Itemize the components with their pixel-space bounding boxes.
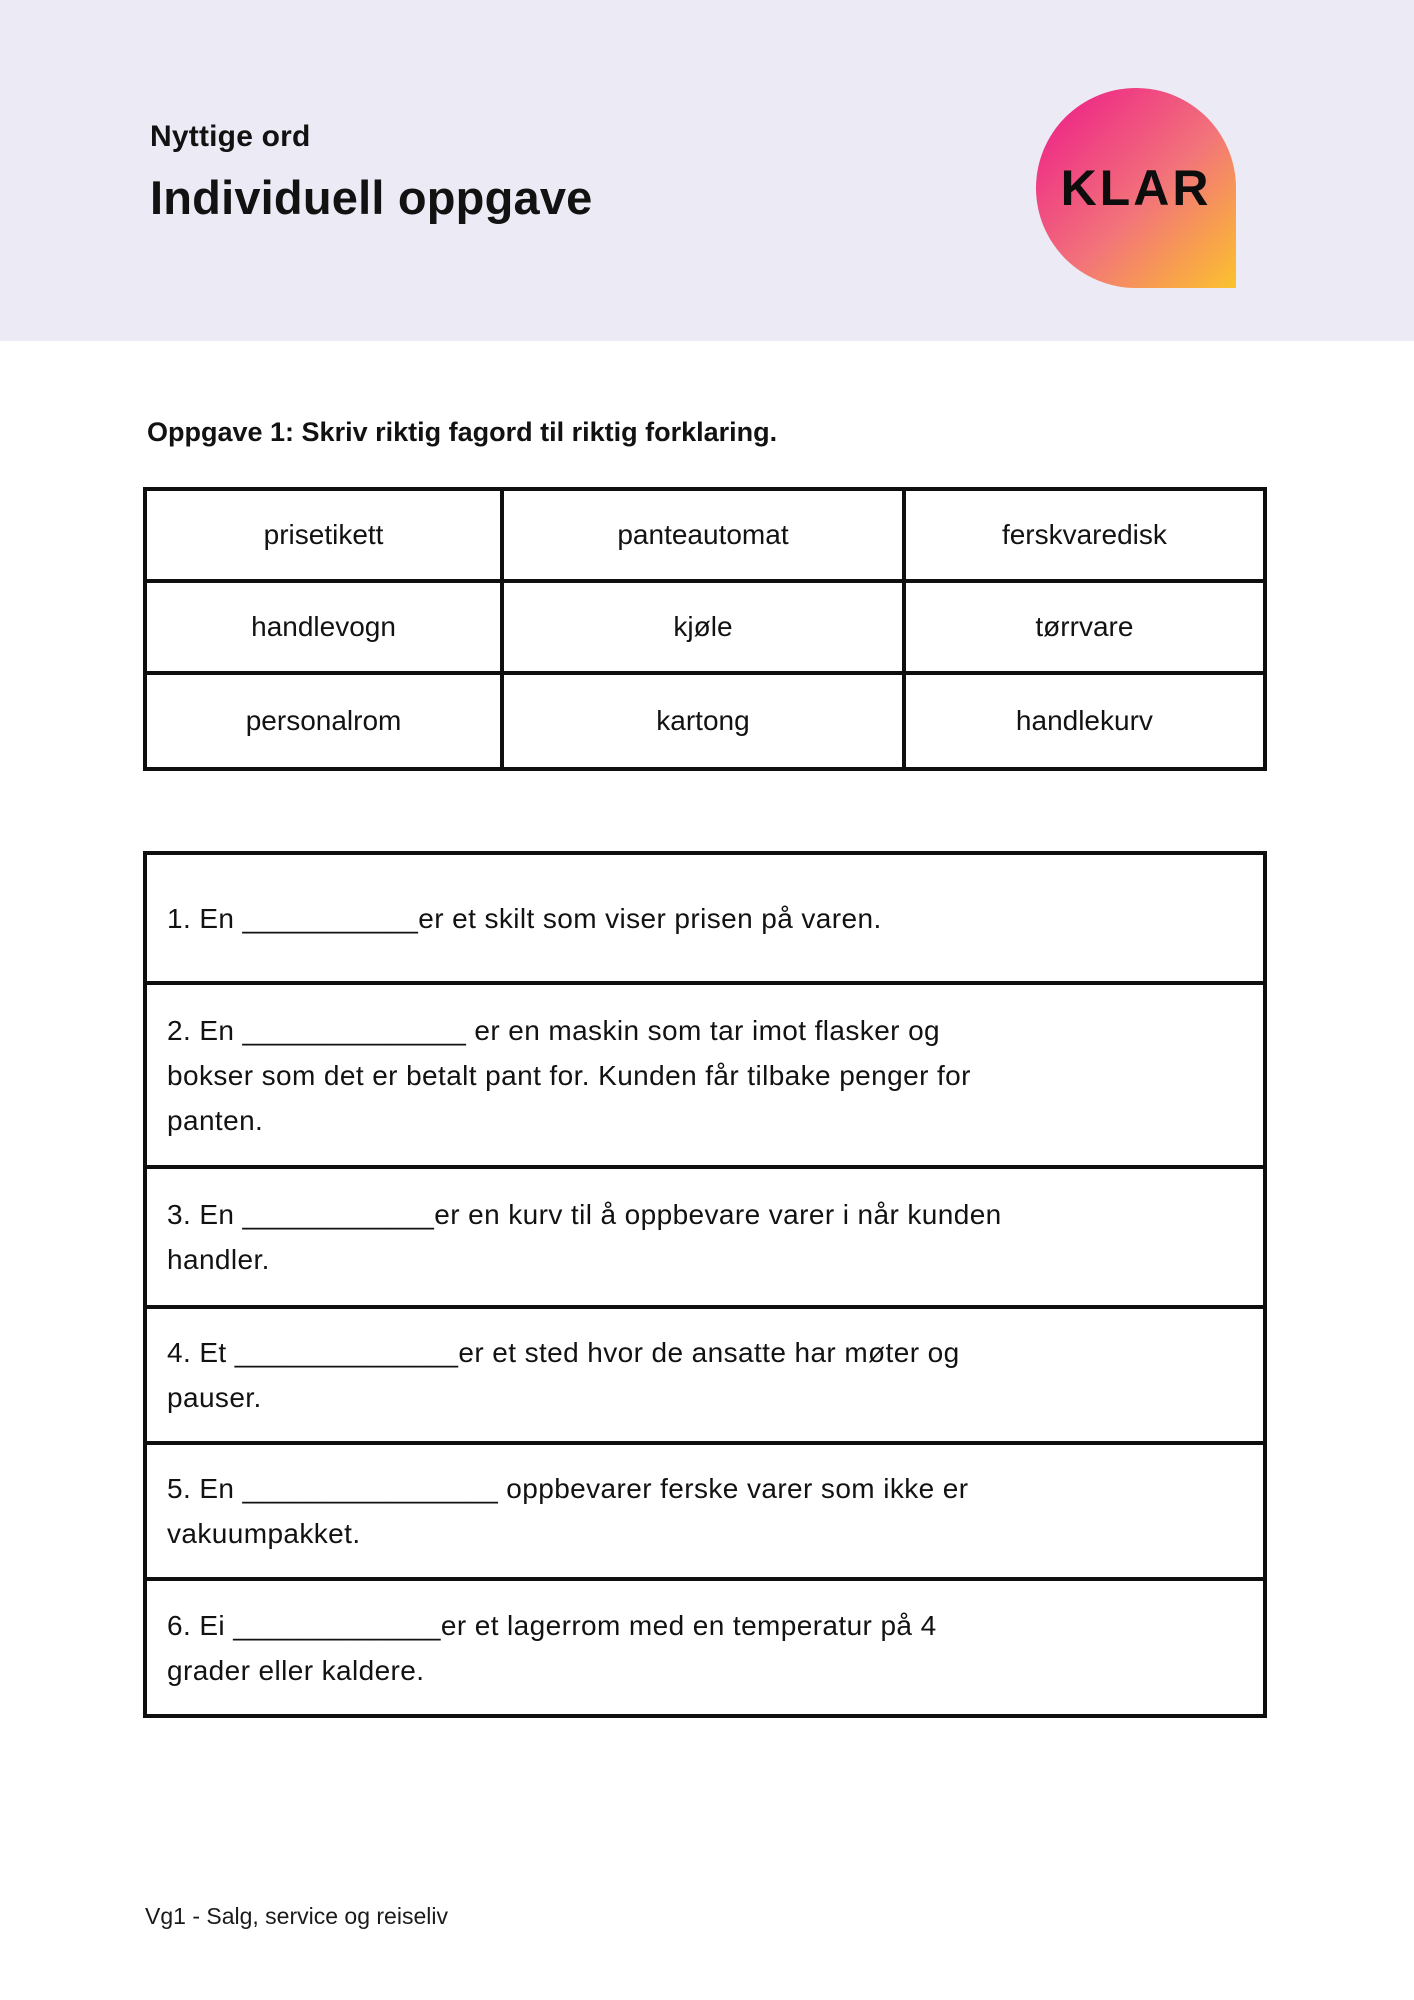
question-line: 6. Ei _____________er et lagerrom med en temperatur på 4 <box>167 1609 937 1641</box>
document-subtitle: Nyttige ord <box>150 120 311 153</box>
question-line: 3. En ____________er en kurv til å oppbevare varer i når kunden <box>167 1199 1002 1230</box>
word-bank-cell: prisetikett <box>147 491 504 583</box>
word-bank-cell: kjøle <box>504 583 906 675</box>
word-bank-cell: handlevogn <box>147 583 504 675</box>
footer-note: Vg1 - Salg, service og reiseliv <box>145 1903 448 1929</box>
question-line: vakuumpakket. <box>167 1518 361 1549</box>
word-bank-cell: kartong <box>504 675 906 767</box>
klar-logo <box>1036 88 1236 288</box>
page-title: Individuell oppgave <box>150 171 593 224</box>
word-bank-cell: personalrom <box>147 675 504 767</box>
question-row-4 <box>147 1305 1263 1441</box>
question-line: 2. En ______________ er en maskin som tar imot flasker og <box>167 1014 941 1046</box>
header-band <box>0 0 1414 341</box>
question-line: grader eller kaldere. <box>167 1654 425 1686</box>
question-row-2 <box>147 981 1263 1165</box>
question-line: 5. En ________________ oppbevarer ferske varer som ikke er <box>167 1473 969 1504</box>
word-bank-table <box>143 487 1267 771</box>
questions-box <box>143 851 1267 1718</box>
question-line: bokser som det er betalt pant for. Kunden får tilbake penger for <box>167 1059 971 1091</box>
word-bank-cell: panteautomat <box>504 491 906 583</box>
question-line: 4. Et ______________er et sted hvor de ansatte har møter og <box>167 1337 960 1368</box>
question-line: handler. <box>167 1244 270 1275</box>
question-row-1 <box>147 855 1263 981</box>
question-line: 1. En ___________er et skilt som viser prisen på varen. <box>167 902 882 934</box>
klar-logo-text: KLAR <box>1060 160 1212 216</box>
task-heading: Oppgave 1: Skriv riktig fagord til riktig forklaring. <box>147 417 778 447</box>
question-line: panten. <box>167 1104 264 1136</box>
question-row-3 <box>147 1165 1263 1305</box>
word-bank-cell: ferskvaredisk <box>906 491 1263 583</box>
question-row-6 <box>147 1577 1263 1714</box>
question-row-5 <box>147 1441 1263 1577</box>
word-bank-cell: handlekurv <box>1015 705 1153 736</box>
header-text-block <box>150 120 593 225</box>
worksheet-content <box>0 341 1414 1718</box>
question-line: pauser. <box>167 1382 262 1413</box>
word-bank-cell: tørrvare <box>906 583 1263 675</box>
